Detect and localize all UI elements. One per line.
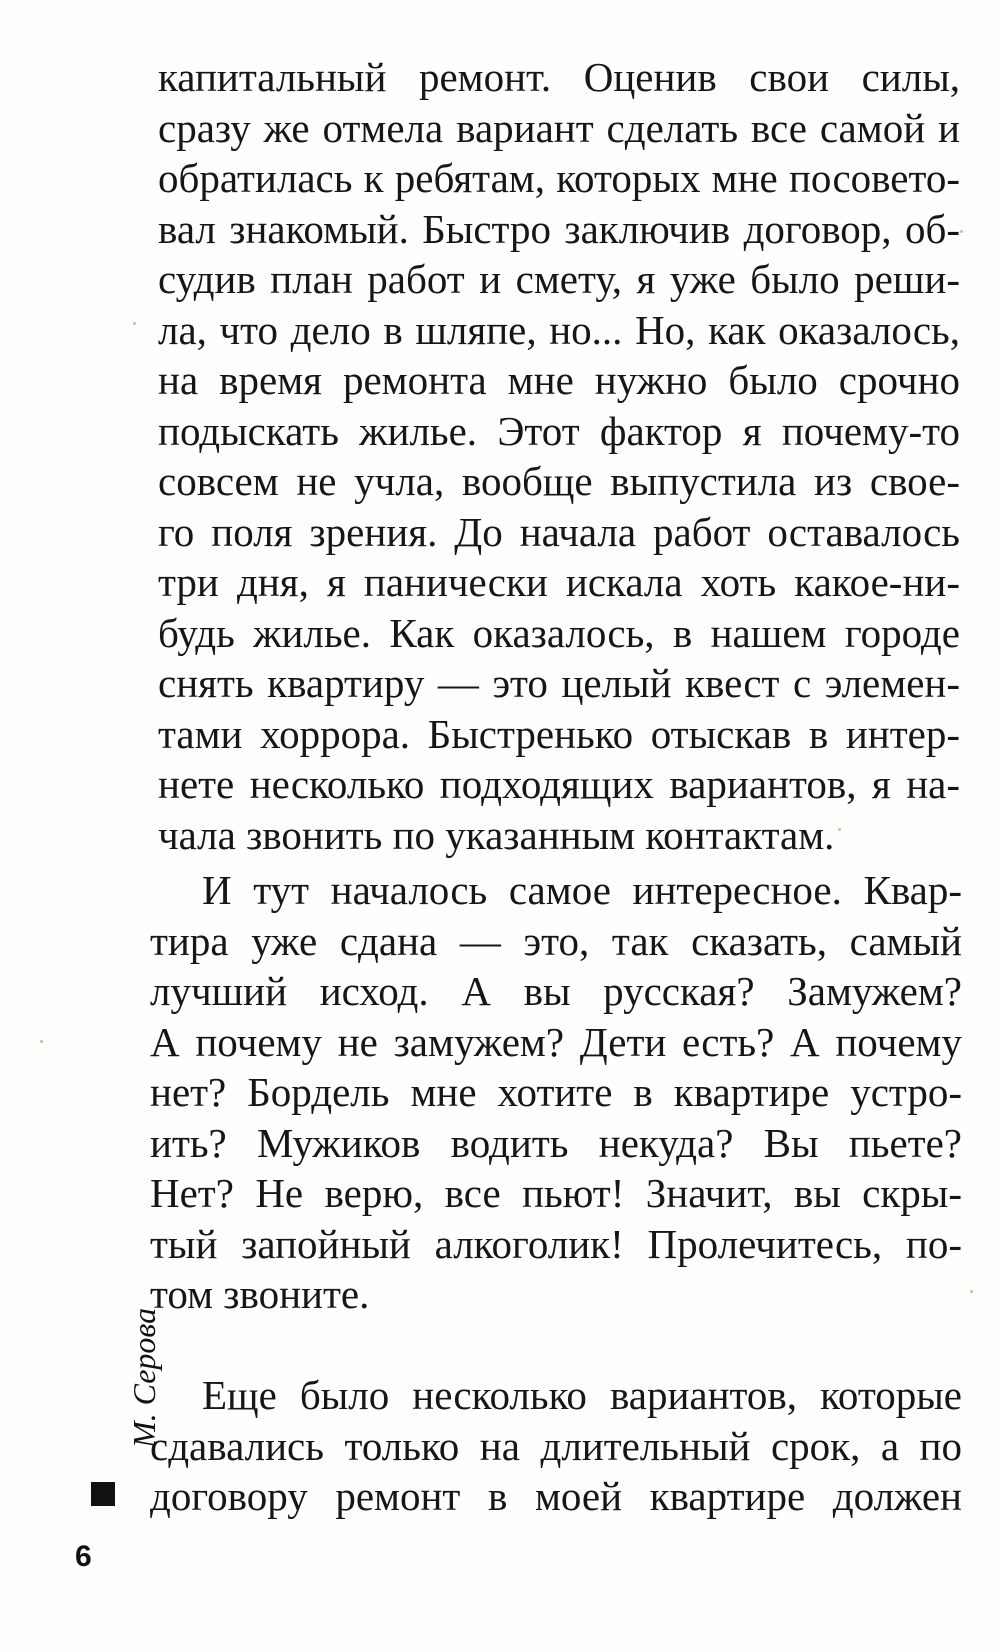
text-line: го поля зрения. До начала работ оставалось — [158, 508, 960, 555]
paragraph — [150, 865, 962, 1320]
text-line: тами хоррора. Быстренько отыскав в интер- — [158, 710, 960, 757]
text-line: том звоните. — [150, 1271, 370, 1317]
running-head — [62, 1307, 162, 1460]
text-line: совсем не учла, вообще выпустила из свое- — [158, 458, 960, 504]
paragraph — [150, 1370, 962, 1522]
text-line: Еще было несколько вариантов, которые — [202, 1372, 962, 1418]
paragraph — [158, 52, 960, 860]
text-line: ла, что дело в шляпе, но... Но, как оказалось, — [158, 306, 960, 353]
text-line: будь жилье. Как оказалось, в нашем городе — [158, 609, 960, 656]
running-head-author: М. Серова — [126, 1307, 162, 1448]
text-line: на время ремонта мне нужно было срочно — [158, 357, 960, 403]
text-line: А почему не замужем? Дети есть? А почему — [150, 1018, 962, 1065]
text-line: тира уже сдана — это, так сказать, самый — [150, 917, 962, 964]
text-line: снять квартиру — это целый квест с элемен- — [158, 660, 960, 706]
paper-speck — [40, 1040, 43, 1043]
text-line: нете несколько подходящих вариантов, я на- — [158, 761, 960, 807]
text-line: сдавались только на длительный срок, а по — [150, 1422, 962, 1469]
text-line: Нет? Не верю, все пьют! Значит, вы скры- — [150, 1170, 962, 1216]
paper-speck — [133, 322, 136, 325]
text-line: капитальный ремонт. Оценив свои силы, — [158, 54, 960, 100]
text-line: подыскать жилье. Этот фактор я почему-то — [158, 407, 960, 454]
page-number: 6 — [75, 1540, 92, 1573]
text-line: чала звонить по указанным контактам. — [158, 811, 835, 858]
text-line: И тут началось самое интересное. Квар- — [202, 867, 962, 913]
paper-speck — [970, 1290, 973, 1293]
paper-speck — [960, 230, 963, 233]
text-line: ить? Мужиков водить некуда? Вы пьете? — [150, 1119, 962, 1166]
text-line: три дня, я панически искала хоть какое-ни- — [158, 559, 960, 605]
text-line: тый запойный алкоголик! Пролечитесь, по- — [150, 1220, 962, 1267]
square-icon — [91, 1482, 115, 1506]
paper-speck — [838, 828, 841, 831]
text-line: нет? Бордель мне хотите в квартире устро- — [150, 1069, 962, 1115]
text-line: сразу же отмела вариант сделать все самой и — [158, 104, 960, 151]
text-line: договору ремонт в моей квартире должен — [150, 1473, 962, 1519]
text-line: обратилась к ребятам, которых мне посовето- — [158, 155, 960, 201]
text-line: судив план работ и смету, я уже было реши- — [158, 256, 960, 302]
text-line: лучший исход. А вы русская? Замужем? — [150, 968, 962, 1014]
text-line: вал знакомый. Быстро заключив договор, об- — [158, 205, 960, 252]
